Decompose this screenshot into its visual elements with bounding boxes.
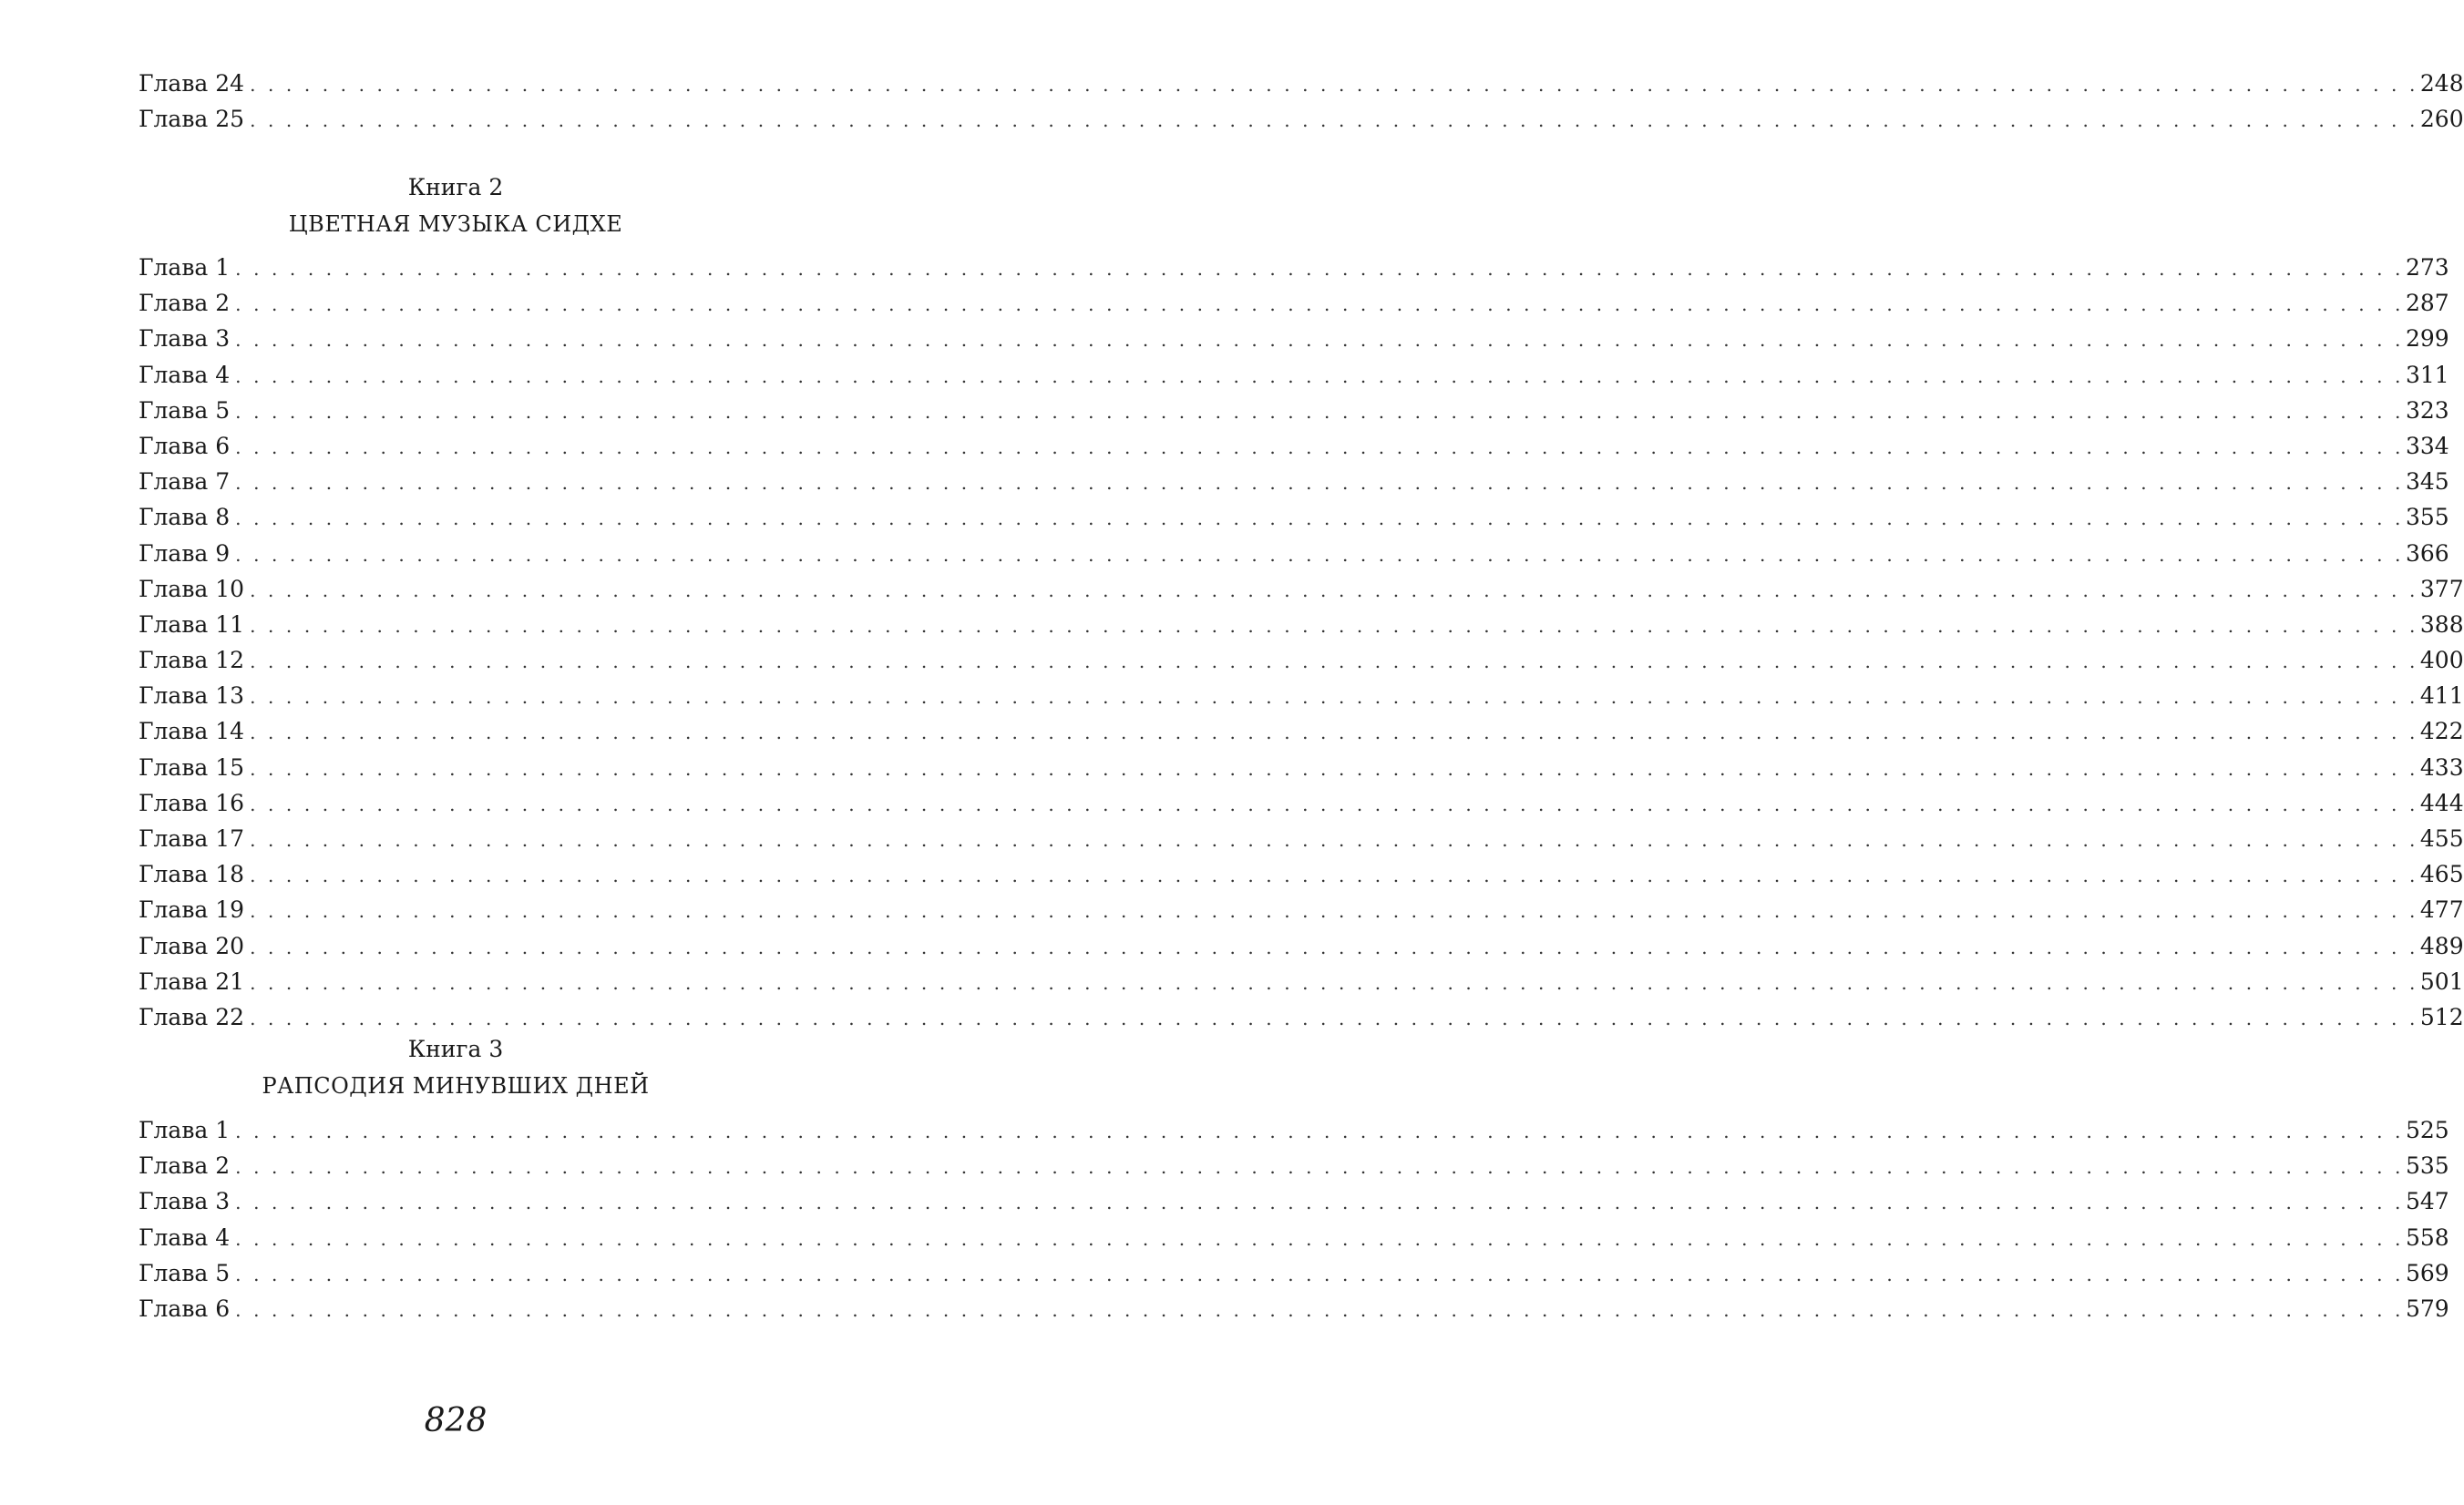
chapter-page-number: 444	[2419, 789, 2464, 816]
dot-leader: . . . . . . . . . . . . . . . . . . . . . . . . . . . . . . . . . . . . . . . . . . . . . . . . . . . . . . . . . . . . . . . . . . . . . . . . . . . . . . . . . . . . . . . . . . . . . . . . . . . . . . . . . . . . . . . . . . . . . . . .	[235, 1263, 2404, 1285]
dot-leader: . . . . . . . . . . . . . . . . . . . . . . . . . . . . . . . . . . . . . . . . . . . . . . . . . . . . . . . . . . . . . . . . . . . . . . . . . . . . . . . . . . . . . . . . . . . . . . . . . . . . . . . . . . . . . . . . . . . . . . . .	[235, 1298, 2404, 1321]
chapter-label: Глава 13	[139, 682, 245, 710]
toc-entry	[139, 1291, 2449, 1326]
chapter-label: Глава 1	[139, 254, 231, 281]
dot-leader: . . . . . . . . . . . . . . . . . . . . . . . . . . . . . . . . . . . . . . . . . . . . . . . . . . . . . . . . . . . . . . . . . . . . . . . . . . . . . . . . . . . . . . . . . . . . . . . . . . . . . . . . . . . . . . . . . . . . . . . .	[235, 293, 2404, 316]
chapter-page-number: 287	[2406, 290, 2449, 317]
chapter-label: Глава 8	[139, 504, 231, 531]
toc-entry	[139, 642, 2464, 678]
chapter-label: Глава 11	[139, 610, 245, 638]
dot-leader: . . . . . . . . . . . . . . . . . . . . . . . . . . . . . . . . . . . . . . . . . . . . . . . . . . . . . . . . . . . . . . . . . . . . . . . . . . . . . . . . . . . . . . . . . . . . . . . . . . . . . . . . . . . . . . . . . . . . . . . .	[250, 829, 2418, 851]
toc-entry	[139, 750, 2464, 785]
chapter-page-number: 569	[2406, 1259, 2449, 1286]
toc-entry	[139, 785, 2464, 821]
dot-leader: . . . . . . . . . . . . . . . . . . . . . . . . . . . . . . . . . . . . . . . . . . . . . . . . . . . . . . . . . . . . . . . . . . . . . . . . . . . . . . . . . . . . . . . . . . . . . . . . . . . . . . . . . . . . . . . . . . . . . . . .	[235, 435, 2404, 458]
chapter-label: Глава 18	[139, 861, 245, 888]
toc-entry	[139, 66, 2464, 101]
toc-entry	[139, 999, 2464, 1035]
toc-entry	[139, 964, 2464, 999]
chapter-label: Глава 12	[139, 647, 245, 674]
dot-leader: . . . . . . . . . . . . . . . . . . . . . . . . . . . . . . . . . . . . . . . . . . . . . . . . . . . . . . . . . . . . . . . . . . . . . . . . . . . . . . . . . . . . . . . . . . . . . . . . . . . . . . . . . . . . . . . . . . . . . . . .	[235, 1227, 2404, 1250]
dot-leader: . . . . . . . . . . . . . . . . . . . . . . . . . . . . . . . . . . . . . . . . . . . . . . . . . . . . . . . . . . . . . . . . . . . . . . . . . . . . . . . . . . . . . . . . . . . . . . . . . . . . . . . . . . . . . . . . . . . . . . . .	[235, 1156, 2404, 1179]
book2-number: Книга 2	[407, 174, 504, 200]
dot-leader: . . . . . . . . . . . . . . . . . . . . . . . . . . . . . . . . . . . . . . . . . . . . . . . . . . . . . . . . . . . . . . . . . . . . . . . . . . . . . . . . . . . . . . . . . . . . . . . . . . . . . . . . . . . . . . . . . . . . . . . .	[250, 1007, 2418, 1029]
toc-entry	[139, 821, 2464, 856]
chapter-page-number: 411	[2419, 682, 2464, 710]
toc-entry	[139, 499, 2449, 535]
chapter-label: Глава 24	[139, 70, 245, 97]
dot-leader: . . . . . . . . . . . . . . . . . . . . . . . . . . . . . . . . . . . . . . . . . . . . . . . . . . . . . . . . . . . . . . . . . . . . . . . . . . . . . . . . . . . . . . . . . . . . . . . . . . . . . . . . . . . . . . . . . . . . . . . .	[235, 543, 2404, 566]
dot-leader: . . . . . . . . . . . . . . . . . . . . . . . . . . . . . . . . . . . . . . . . . . . . . . . . . . . . . . . . . . . . . . . . . . . . . . . . . . . . . . . . . . . . . . . . . . . . . . . . . . . . . . . . . . . . . . . . . . . . . . . .	[235, 507, 2404, 530]
chapter-page-number: 465	[2419, 861, 2464, 888]
chapter-label: Глава 1	[139, 1117, 231, 1143]
chapter-label: Глава 9	[139, 539, 231, 567]
chapter-label: Глава 4	[139, 1223, 231, 1251]
page-number: 828	[424, 1402, 488, 1439]
chapter-page-number: 273	[2406, 254, 2449, 281]
chapter-page-number: 323	[2406, 396, 2449, 424]
chapter-label: Глава 25	[139, 106, 245, 133]
toc-book2-list	[139, 250, 2464, 1035]
toc-entry	[139, 428, 2449, 464]
dot-leader: . . . . . . . . . . . . . . . . . . . . . . . . . . . . . . . . . . . . . . . . . . . . . . . . . . . . . . . . . . . . . . . . . . . . . . . . . . . . . . . . . . . . . . . . . . . . . . . . . . . . . . . . . . . . . . . . . . . . . . . .	[250, 900, 2418, 923]
chapter-page-number: 345	[2406, 468, 2449, 496]
toc-entry	[139, 1148, 2449, 1183]
chapter-page-number: 388	[2419, 610, 2464, 638]
chapter-page-number: 433	[2419, 753, 2464, 781]
chapter-page-number: 501	[2419, 968, 2464, 995]
chapter-page-number: 558	[2406, 1223, 2449, 1251]
book3-title: РАПСОДИЯ МИНУВШИХ ДНЕЙ	[262, 1073, 650, 1099]
toc-entry	[139, 1112, 2449, 1148]
dot-leader: . . . . . . . . . . . . . . . . . . . . . . . . . . . . . . . . . . . . . . . . . . . . . . . . . . . . . . . . . . . . . . . . . . . . . . . . . . . . . . . . . . . . . . . . . . . . . . . . . . . . . . . . . . . . . . . . . . . . . . . .	[250, 650, 2418, 673]
dot-leader: . . . . . . . . . . . . . . . . . . . . . . . . . . . . . . . . . . . . . . . . . . . . . . . . . . . . . . . . . . . . . . . . . . . . . . . . . . . . . . . . . . . . . . . . . . . . . . . . . . . . . . . . . . . . . . . . . . . . . . . .	[235, 1121, 2404, 1142]
book3-number: Книга 3	[407, 1036, 504, 1062]
dot-leader: . . . . . . . . . . . . . . . . . . . . . . . . . . . . . . . . . . . . . . . . . . . . . . . . . . . . . . . . . . . . . . . . . . . . . . . . . . . . . . . . . . . . . . . . . . . . . . . . . . . . . . . . . . . . . . . . . . . . . . . .	[235, 258, 2404, 280]
chapter-label: Глава 3	[139, 325, 231, 353]
toc-entry	[139, 1220, 2449, 1255]
chapter-page-number: 547	[2406, 1188, 2449, 1215]
chapter-label: Глава 6	[139, 432, 231, 459]
dot-leader: . . . . . . . . . . . . . . . . . . . . . . . . . . . . . . . . . . . . . . . . . . . . . . . . . . . . . . . . . . . . . . . . . . . . . . . . . . . . . . . . . . . . . . . . . . . . . . . . . . . . . . . . . . . . . . . . . . . . . . . .	[250, 722, 2418, 744]
toc-entry	[139, 856, 2464, 892]
toc-entry	[139, 892, 2464, 927]
dot-leader: . . . . . . . . . . . . . . . . . . . . . . . . . . . . . . . . . . . . . . . . . . . . . . . . . . . . . . . . . . . . . . . . . . . . . . . . . . . . . . . . . . . . . . . . . . . . . . . . . . . . . . . . . . . . . . . . . . . . . . . .	[235, 472, 2404, 495]
toc-entry	[139, 678, 2464, 713]
chapter-label: Глава 14	[139, 718, 245, 745]
toc-entry	[139, 1183, 2449, 1219]
dot-leader: . . . . . . . . . . . . . . . . . . . . . . . . . . . . . . . . . . . . . . . . . . . . . . . . . . . . . . . . . . . . . . . . . . . . . . . . . . . . . . . . . . . . . . . . . . . . . . . . . . . . . . . . . . . . . . . . . . . . . . . .	[250, 936, 2418, 958]
chapter-label: Глава 16	[139, 789, 245, 816]
dot-leader: . . . . . . . . . . . . . . . . . . . . . . . . . . . . . . . . . . . . . . . . . . . . . . . . . . . . . . . . . . . . . . . . . . . . . . . . . . . . . . . . . . . . . . . . . . . . . . . . . . . . . . . . . . . . . . . . . . . . . . . .	[235, 364, 2404, 387]
chapter-label: Глава 3	[139, 1188, 231, 1215]
chapter-label: Глава 21	[139, 968, 245, 995]
chapter-page-number: 248	[2419, 70, 2464, 97]
toc-entry	[139, 321, 2449, 356]
toc-book3-list	[139, 1112, 2449, 1326]
chapter-page-number: 512	[2419, 1003, 2464, 1030]
book2-title: ЦВЕТНАЯ МУЗЫКА СИДХЕ	[288, 211, 623, 237]
chapter-page-number: 260	[2419, 106, 2464, 133]
chapter-page-number: 579	[2406, 1295, 2449, 1322]
chapter-page-number: 355	[2406, 504, 2449, 531]
dot-leader: . . . . . . . . . . . . . . . . . . . . . . . . . . . . . . . . . . . . . . . . . . . . . . . . . . . . . . . . . . . . . . . . . . . . . . . . . . . . . . . . . . . . . . . . . . . . . . . . . . . . . . . . . . . . . . . . . . . . . . . .	[250, 971, 2418, 994]
chapter-page-number: 334	[2406, 432, 2449, 459]
chapter-page-number: 535	[2406, 1152, 2449, 1180]
chapter-label: Глава 20	[139, 932, 245, 959]
chapter-page-number: 477	[2419, 896, 2464, 924]
toc-entry	[139, 928, 2464, 964]
book3-header	[0, 1031, 911, 1104]
chapter-label: Глава 10	[139, 575, 245, 602]
toc-entry	[139, 285, 2449, 321]
toc-entry	[139, 1255, 2449, 1291]
dot-leader: . . . . . . . . . . . . . . . . . . . . . . . . . . . . . . . . . . . . . . . . . . . . . . . . . . . . . . . . . . . . . . . . . . . . . . . . . . . . . . . . . . . . . . . . . . . . . . . . . . . . . . . . . . . . . . . . . . . . . . . .	[250, 865, 2418, 887]
chapter-label: Глава 15	[139, 753, 245, 781]
dot-leader: . . . . . . . . . . . . . . . . . . . . . . . . . . . . . . . . . . . . . . . . . . . . . . . . . . . . . . . . . . . . . . . . . . . . . . . . . . . . . . . . . . . . . . . . . . . . . . . . . . . . . . . . . . . . . . . . . . . . . . . .	[250, 686, 2418, 709]
chapter-page-number: 377	[2419, 575, 2464, 602]
toc-entry	[139, 101, 2464, 137]
dot-leader: . . . . . . . . . . . . . . . . . . . . . . . . . . . . . . . . . . . . . . . . . . . . . . . . . . . . . . . . . . . . . . . . . . . . . . . . . . . . . . . . . . . . . . . . . . . . . . . . . . . . . . . . . . . . . . . . . . . . . . . .	[250, 757, 2418, 780]
chapter-page-number: 455	[2419, 825, 2464, 852]
dot-leader: . . . . . . . . . . . . . . . . . . . . . . . . . . . . . . . . . . . . . . . . . . . . . . . . . . . . . . . . . . . . . . . . . . . . . . . . . . . . . . . . . . . . . . . . . . . . . . . . . . . . . . . . . . . . . . . . . . . . . . . .	[235, 1192, 2404, 1214]
chapter-label: Глава 2	[139, 290, 231, 317]
toc-entry	[139, 713, 2464, 749]
chapter-label: Глава 6	[139, 1295, 231, 1322]
chapter-label: Глава 17	[139, 825, 245, 852]
chapter-label: Глава 4	[139, 361, 231, 388]
toc-book1-continuation	[139, 66, 2464, 137]
dot-leader: . . . . . . . . . . . . . . . . . . . . . . . . . . . . . . . . . . . . . . . . . . . . . . . . . . . . . . . . . . . . . . . . . . . . . . . . . . . . . . . . . . . . . . . . . . . . . . . . . . . . . . . . . . . . . . . . . . . . . . . .	[250, 793, 2418, 815]
toc-entry	[139, 571, 2464, 607]
dot-leader: . . . . . . . . . . . . . . . . . . . . . . . . . . . . . . . . . . . . . . . . . . . . . . . . . . . . . . . . . . . . . . . . . . . . . . . . . . . . . . . . . . . . . . . . . . . . . . . . . . . . . . . . . . . . . . . . . . . . . . . .	[250, 74, 2418, 96]
dot-leader: . . . . . . . . . . . . . . . . . . . . . . . . . . . . . . . . . . . . . . . . . . . . . . . . . . . . . . . . . . . . . . . . . . . . . . . . . . . . . . . . . . . . . . . . . . . . . . . . . . . . . . . . . . . . . . . . . . . . . . . .	[235, 329, 2404, 352]
chapter-page-number: 422	[2419, 718, 2464, 745]
chapter-label: Глава 5	[139, 1259, 231, 1286]
toc-entry	[139, 536, 2449, 571]
toc-entry	[139, 464, 2449, 499]
book2-header	[0, 169, 911, 242]
toc-entry	[139, 393, 2449, 428]
dot-leader: . . . . . . . . . . . . . . . . . . . . . . . . . . . . . . . . . . . . . . . . . . . . . . . . . . . . . . . . . . . . . . . . . . . . . . . . . . . . . . . . . . . . . . . . . . . . . . . . . . . . . . . . . . . . . . . . . . . . . . . .	[250, 578, 2418, 601]
chapter-page-number: 311	[2406, 361, 2449, 388]
chapter-page-number: 400	[2419, 647, 2464, 674]
toc-entry	[139, 250, 2449, 285]
toc-entry	[139, 357, 2449, 393]
chapter-label: Глава 19	[139, 896, 245, 924]
dot-leader: . . . . . . . . . . . . . . . . . . . . . . . . . . . . . . . . . . . . . . . . . . . . . . . . . . . . . . . . . . . . . . . . . . . . . . . . . . . . . . . . . . . . . . . . . . . . . . . . . . . . . . . . . . . . . . . . . . . . . . . .	[250, 109, 2418, 132]
chapter-label: Глава 7	[139, 468, 231, 496]
chapter-page-number: 489	[2419, 932, 2464, 959]
chapter-label: Глава 22	[139, 1003, 245, 1030]
dot-leader: . . . . . . . . . . . . . . . . . . . . . . . . . . . . . . . . . . . . . . . . . . . . . . . . . . . . . . . . . . . . . . . . . . . . . . . . . . . . . . . . . . . . . . . . . . . . . . . . . . . . . . . . . . . . . . . . . . . . . . . .	[235, 400, 2404, 423]
chapter-label: Глава 5	[139, 396, 231, 424]
chapter-page-number: 299	[2406, 325, 2449, 353]
toc-entry	[139, 607, 2464, 642]
chapter-page-number: 366	[2406, 539, 2449, 567]
chapter-label: Глава 2	[139, 1152, 231, 1180]
chapter-page-number: 525	[2406, 1117, 2449, 1143]
dot-leader: . . . . . . . . . . . . . . . . . . . . . . . . . . . . . . . . . . . . . . . . . . . . . . . . . . . . . . . . . . . . . . . . . . . . . . . . . . . . . . . . . . . . . . . . . . . . . . . . . . . . . . . . . . . . . . . . . . . . . . . .	[250, 614, 2418, 637]
